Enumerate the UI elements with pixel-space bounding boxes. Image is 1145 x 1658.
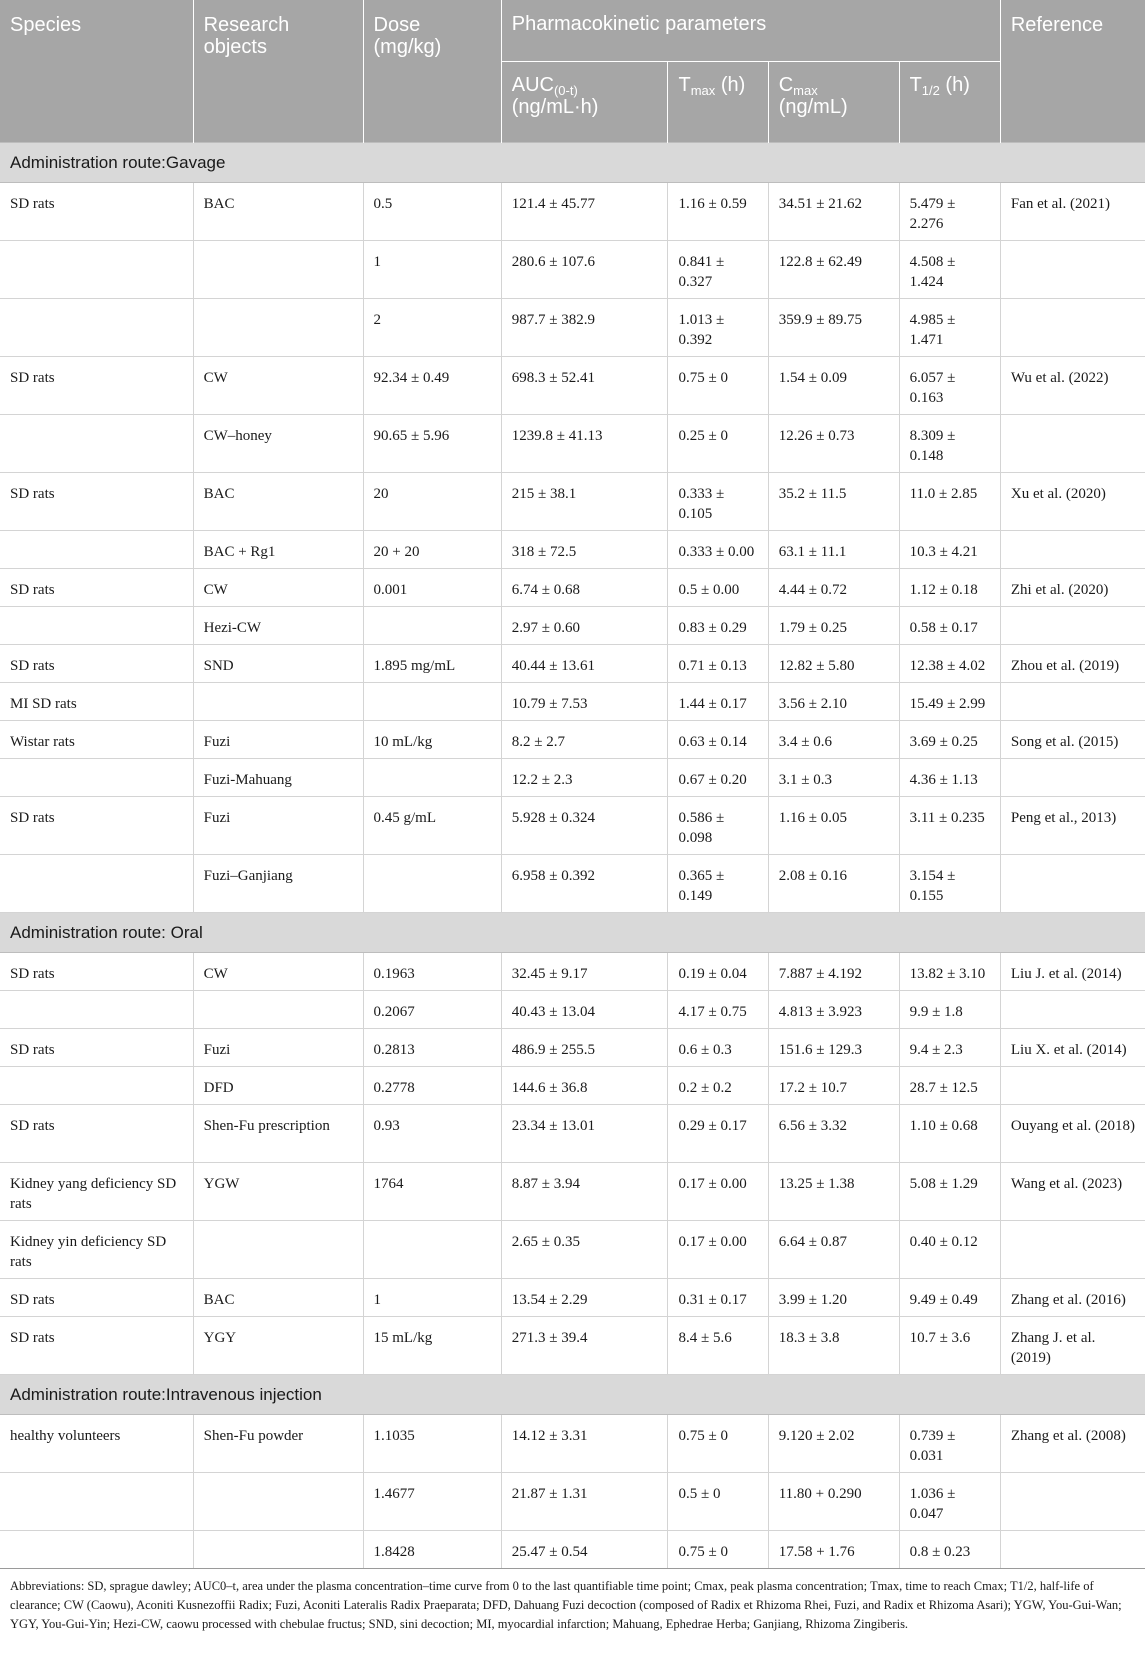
table-row [0,607,1145,645]
cell-auc: 144.6 ± 36.8 [501,1067,668,1105]
cell-species [0,1067,193,1105]
cell-auc: 13.54 ± 2.29 [501,1279,668,1317]
cell-auc: 40.44 ± 13.61 [501,645,668,683]
cell-research-object: BAC + Rg1 [193,531,363,569]
header-reference: Reference [1000,0,1145,143]
cell-research-object: Fuzi [193,1029,363,1067]
header-cmax: $C_{max}$ (ng/mL) [768,62,899,143]
cell-auc: 318 ± 72.5 [501,531,668,569]
cell-reference: Zhang et al. (2008) [1000,1415,1145,1473]
cell-species: SD rats [0,1105,193,1163]
cell-cmax: 17.58 + 1.76 [768,1531,899,1569]
cell-reference: Zhi et al. (2020) [1000,569,1145,607]
cell-thalf: 9.49 ± 0.49 [899,1279,1000,1317]
cell-tmax: 0.29 ± 0.17 [668,1105,768,1163]
cell-reference [1000,1473,1145,1531]
cell-research-object: CW [193,357,363,415]
cell-dose: 1 [363,1279,501,1317]
cell-research-object: Fuzi–Ganjiang [193,855,363,913]
cell-auc: 271.3 ± 39.4 [501,1317,668,1375]
cell-auc: 5.928 ± 0.324 [501,797,668,855]
cell-tmax: 0.365 ± 0.149 [668,855,768,913]
table-row [0,797,1145,855]
cell-reference [1000,1221,1145,1279]
header-thalf: $T_{1/2}$ (h) [899,62,1000,143]
cell-thalf: 3.69 ± 0.25 [899,721,1000,759]
cell-auc: 280.6 ± 107.6 [501,241,668,299]
cell-reference [1000,531,1145,569]
cell-tmax: 0.333 ± 0.105 [668,473,768,531]
cell-research-object [193,241,363,299]
table-row [0,1163,1145,1221]
cell-cmax: 12.82 ± 5.80 [768,645,899,683]
cell-dose [363,683,501,721]
cell-dose: 1.4677 [363,1473,501,1531]
cell-research-object: CW–honey [193,415,363,473]
cell-thalf: 4.36 ± 1.13 [899,759,1000,797]
cell-dose: 0.45 g/mL [363,797,501,855]
table-row [0,645,1145,683]
cell-cmax: 1.16 ± 0.05 [768,797,899,855]
table-row [0,1531,1145,1569]
cell-cmax: 9.120 ± 2.02 [768,1415,899,1473]
cell-tmax: 1.44 ± 0.17 [668,683,768,721]
cell-research-object: Shen-Fu prescription [193,1105,363,1163]
cell-species: SD rats [0,797,193,855]
cell-thalf: 10.3 ± 4.21 [899,531,1000,569]
cell-cmax: 12.26 ± 0.73 [768,415,899,473]
cell-research-object: BAC [193,1279,363,1317]
cell-cmax: 63.1 ± 11.1 [768,531,899,569]
cell-auc: 21.87 ± 1.31 [501,1473,668,1531]
cell-cmax: 6.56 ± 3.32 [768,1105,899,1163]
cell-thalf: 0.58 ± 0.17 [899,607,1000,645]
cell-species [0,759,193,797]
cell-species [0,1473,193,1531]
cell-cmax: 18.3 ± 3.8 [768,1317,899,1375]
table-row [0,1221,1145,1279]
cell-auc: 6.74 ± 0.68 [501,569,668,607]
cell-tmax: 0.75 ± 0 [668,1415,768,1473]
cell-species: MI SD rats [0,683,193,721]
table-row [0,569,1145,607]
cell-dose: 1.895 mg/mL [363,645,501,683]
cell-reference [1000,1531,1145,1569]
cell-reference: Song et al. (2015) [1000,721,1145,759]
cell-auc: 1239.8 ± 41.13 [501,415,668,473]
cell-auc: 32.45 ± 9.17 [501,953,668,991]
cell-research-object [193,1531,363,1569]
cell-reference: Xu et al. (2020) [1000,473,1145,531]
cell-tmax: 0.71 ± 0.13 [668,645,768,683]
cell-species: Wistar rats [0,721,193,759]
cell-species: SD rats [0,645,193,683]
cell-auc: 987.7 ± 382.9 [501,299,668,357]
cell-species: Kidney yin deficiency SD rats [0,1221,193,1279]
cell-species [0,415,193,473]
cell-thalf: 1.036 ± 0.047 [899,1473,1000,1531]
table-row [0,299,1145,357]
cell-auc: 486.9 ± 255.5 [501,1029,668,1067]
cell-research-object: CW [193,953,363,991]
cell-reference [1000,855,1145,913]
table-row [0,759,1145,797]
cell-reference: Peng et al., 2013) [1000,797,1145,855]
cell-tmax: 0.25 ± 0 [668,415,768,473]
cell-auc: 8.2 ± 2.7 [501,721,668,759]
cell-cmax: 1.79 ± 0.25 [768,607,899,645]
table-row [0,531,1145,569]
cell-dose: 20 [363,473,501,531]
cell-dose: 1764 [363,1163,501,1221]
route-row [0,1375,1145,1415]
cell-reference [1000,991,1145,1029]
cell-tmax: 0.841 ± 0.327 [668,241,768,299]
cell-reference: Wu et al. (2022) [1000,357,1145,415]
header-auc: $AUC_{(0-t)}$ (ng/mL·h) [501,62,668,143]
cell-species [0,607,193,645]
cell-cmax: 122.8 ± 62.49 [768,241,899,299]
cell-dose: 10 mL/kg [363,721,501,759]
administration-route-label: Administration route:Gavage [0,143,1145,183]
cell-reference: Liu J. et al. (2014) [1000,953,1145,991]
cell-tmax: 0.17 ± 0.00 [668,1163,768,1221]
abbreviations-footnote: Abbreviations: SD, sprague dawley; AUC0–t, area under the plasma concentration–time curve from 0 to the last quantifiable time point; Cmax, peak plasma concentration; Tmax, time to reach Cmax; T1/2, half-life of clearance; CW (Caowu), Aconiti Kusnezoffii Radix; Fuzi, Aconiti Lateralis Radix Praeparata; DFD, Dahuang Fuzi decoction (composed of Radix et Rhizoma Rhei, Fuzi, and Radix et Rhizoma Asari); YGW, You-Gui-Wan; YGY, You-Gui-Yin; Hezi-CW, caowu processed with chebulae fructus; SND, sini decoction; MI, myocardial infarction; Mahuang, Ephedrae Herba; Ganjiang, Rhizoma Zingiberis. [10,1579,1122,1631]
cell-species [0,1531,193,1569]
cell-research-object: SND [193,645,363,683]
cell-reference [1000,683,1145,721]
cell-research-object [193,299,363,357]
cell-cmax: 2.08 ± 0.16 [768,855,899,913]
cell-auc: 2.97 ± 0.60 [501,607,668,645]
cell-thalf: 9.9 ± 1.8 [899,991,1000,1029]
table-row [0,241,1145,299]
cell-reference [1000,415,1145,473]
header-species: Species [0,0,193,143]
cell-dose: 0.2813 [363,1029,501,1067]
cell-dose [363,1221,501,1279]
cell-species [0,991,193,1029]
table-row [0,991,1145,1029]
cell-auc: 12.2 ± 2.3 [501,759,668,797]
cell-dose: 1 [363,241,501,299]
cell-thalf: 3.154 ± 0.155 [899,855,1000,913]
table-row [0,1279,1145,1317]
table-row [0,1415,1145,1473]
table-row [0,473,1145,531]
cell-dose: 1.1035 [363,1415,501,1473]
cell-dose: 2 [363,299,501,357]
cell-research-object: Fuzi [193,797,363,855]
route-row [0,143,1145,183]
cell-reference: Zhang et al. (2016) [1000,1279,1145,1317]
cell-species [0,299,193,357]
cell-tmax: 0.19 ± 0.04 [668,953,768,991]
cell-cmax: 4.813 ± 3.923 [768,991,899,1029]
cell-species: SD rats [0,569,193,607]
cell-species: SD rats [0,357,193,415]
cell-tmax: 0.5 ± 0.00 [668,569,768,607]
cell-research-object: Fuzi-Mahuang [193,759,363,797]
table-row [0,683,1145,721]
cell-research-object: CW [193,569,363,607]
cell-cmax: 1.54 ± 0.09 [768,357,899,415]
cell-research-object: Fuzi [193,721,363,759]
cell-thalf: 6.057 ± 0.163 [899,357,1000,415]
cell-species: SD rats [0,183,193,241]
cell-cmax: 3.56 ± 2.10 [768,683,899,721]
cell-reference [1000,1067,1145,1105]
cell-species: healthy volunteers [0,1415,193,1473]
cell-dose: 15 mL/kg [363,1317,501,1375]
cell-dose [363,855,501,913]
cell-research-object: BAC [193,183,363,241]
cell-reference: Zhou et al. (2019) [1000,645,1145,683]
cell-cmax: 7.887 ± 4.192 [768,953,899,991]
cell-auc: 40.43 ± 13.04 [501,991,668,1029]
route-row [0,913,1145,953]
cell-cmax: 11.80 + 0.290 [768,1473,899,1531]
cell-reference [1000,607,1145,645]
cell-species [0,241,193,299]
header-tmax: $T_{max}$ (h) [668,62,768,143]
cell-thalf: 1.10 ± 0.68 [899,1105,1000,1163]
cell-auc: 215 ± 38.1 [501,473,668,531]
cell-auc: 2.65 ± 0.35 [501,1221,668,1279]
cell-research-object: DFD [193,1067,363,1105]
cell-auc: 8.87 ± 3.94 [501,1163,668,1221]
cell-auc: 23.34 ± 13.01 [501,1105,668,1163]
cell-species [0,855,193,913]
cell-tmax: 4.17 ± 0.75 [668,991,768,1029]
cell-species: SD rats [0,953,193,991]
cell-dose: 0.5 [363,183,501,241]
cell-tmax: 0.2 ± 0.2 [668,1067,768,1105]
cell-thalf: 1.12 ± 0.18 [899,569,1000,607]
table-row [0,855,1145,913]
header-pk-parameters: Pharmacokinetic parameters [501,0,1000,62]
cell-cmax: 13.25 ± 1.38 [768,1163,899,1221]
cell-thalf: 0.739 ± 0.031 [899,1415,1000,1473]
cell-tmax: 0.67 ± 0.20 [668,759,768,797]
cell-thalf: 3.11 ± 0.235 [899,797,1000,855]
cell-reference [1000,241,1145,299]
cell-dose: 0.2067 [363,991,501,1029]
cell-dose: 92.34 ± 0.49 [363,357,501,415]
cell-cmax: 6.64 ± 0.87 [768,1221,899,1279]
table-row [0,953,1145,991]
cell-research-object: YGW [193,1163,363,1221]
cell-tmax: 0.5 ± 0 [668,1473,768,1531]
administration-route-label: Administration route:Intravenous injection [0,1375,1145,1415]
cell-cmax: 3.99 ± 1.20 [768,1279,899,1317]
table-row [0,1067,1145,1105]
cell-species: SD rats [0,1317,193,1375]
cell-tmax: 0.6 ± 0.3 [668,1029,768,1067]
cell-dose: 0.001 [363,569,501,607]
cell-cmax: 17.2 ± 10.7 [768,1067,899,1105]
cell-thalf: 9.4 ± 2.3 [899,1029,1000,1067]
cell-dose: 0.93 [363,1105,501,1163]
cell-species: SD rats [0,1279,193,1317]
cell-thalf: 0.40 ± 0.12 [899,1221,1000,1279]
administration-route-label: Administration route: Oral [0,913,1145,953]
cell-thalf: 28.7 ± 12.5 [899,1067,1000,1105]
cell-research-object: BAC [193,473,363,531]
cell-reference: Fan et al. (2021) [1000,183,1145,241]
cell-cmax: 4.44 ± 0.72 [768,569,899,607]
cell-research-object [193,991,363,1029]
cell-dose [363,759,501,797]
table-row [0,415,1145,473]
table-row [0,1317,1145,1375]
cell-auc: 121.4 ± 45.77 [501,183,668,241]
cell-thalf: 4.985 ± 1.471 [899,299,1000,357]
cell-research-object: Shen-Fu powder [193,1415,363,1473]
cell-species: SD rats [0,473,193,531]
cell-thalf: 12.38 ± 4.02 [899,645,1000,683]
cell-dose: 0.1963 [363,953,501,991]
cell-thalf: 10.7 ± 3.6 [899,1317,1000,1375]
header-research-objects: Research objects [193,0,363,143]
cell-species [0,531,193,569]
cell-auc: 25.47 ± 0.54 [501,1531,668,1569]
cell-tmax: 0.31 ± 0.17 [668,1279,768,1317]
cell-dose: 20 + 20 [363,531,501,569]
table-row [0,1473,1145,1531]
cell-auc: 6.958 ± 0.392 [501,855,668,913]
cell-research-object: YGY [193,1317,363,1375]
cell-tmax: 0.83 ± 0.29 [668,607,768,645]
cell-tmax: 0.63 ± 0.14 [668,721,768,759]
cell-research-object [193,1473,363,1531]
cell-dose [363,607,501,645]
cell-reference: Ouyang et al. (2018) [1000,1105,1145,1163]
cell-cmax: 359.9 ± 89.75 [768,299,899,357]
table-row [0,357,1145,415]
cell-thalf: 5.479 ± 2.276 [899,183,1000,241]
cell-tmax: 0.586 ± 0.098 [668,797,768,855]
cell-tmax: 0.333 ± 0.00 [668,531,768,569]
cell-tmax: 0.75 ± 0 [668,357,768,415]
cell-tmax: 0.75 ± 0 [668,1531,768,1569]
cell-reference: Zhang J. et al. (2019) [1000,1317,1145,1375]
table-row [0,183,1145,241]
cell-thalf: 8.309 ± 0.148 [899,415,1000,473]
cell-tmax: 8.4 ± 5.6 [668,1317,768,1375]
cell-cmax: 151.6 ± 129.3 [768,1029,899,1067]
cell-reference: Liu X. et al. (2014) [1000,1029,1145,1067]
cell-species: Kidney yang deficiency SD rats [0,1163,193,1221]
table-row [0,721,1145,759]
cell-auc: 14.12 ± 3.31 [501,1415,668,1473]
cell-thalf: 5.08 ± 1.29 [899,1163,1000,1221]
cell-dose: 90.65 ± 5.96 [363,415,501,473]
cell-reference [1000,759,1145,797]
cell-cmax: 3.1 ± 0.3 [768,759,899,797]
cell-reference [1000,299,1145,357]
cell-dose: 1.8428 [363,1531,501,1569]
cell-research-object: Hezi-CW [193,607,363,645]
cell-thalf: 15.49 ± 2.99 [899,683,1000,721]
cell-thalf: 11.0 ± 2.85 [899,473,1000,531]
cell-tmax: 0.17 ± 0.00 [668,1221,768,1279]
cell-research-object [193,683,363,721]
cell-species: SD rats [0,1029,193,1067]
cell-thalf: 13.82 ± 3.10 [899,953,1000,991]
cell-reference: Wang et al. (2023) [1000,1163,1145,1221]
cell-tmax: 1.013 ± 0.392 [668,299,768,357]
cell-thalf: 0.8 ± 0.23 [899,1531,1000,1569]
cell-auc: 10.79 ± 7.53 [501,683,668,721]
cell-cmax: 3.4 ± 0.6 [768,721,899,759]
table-row [0,1029,1145,1067]
cell-auc: 698.3 ± 52.41 [501,357,668,415]
cell-cmax: 35.2 ± 11.5 [768,473,899,531]
cell-cmax: 34.51 ± 21.62 [768,183,899,241]
header-dose: Dose (mg/kg) [363,0,501,143]
cell-tmax: 1.16 ± 0.59 [668,183,768,241]
table-row [0,1105,1145,1163]
cell-dose: 0.2778 [363,1067,501,1105]
cell-research-object [193,1221,363,1279]
cell-thalf: 4.508 ± 1.424 [899,241,1000,299]
table-body [0,143,1145,1569]
